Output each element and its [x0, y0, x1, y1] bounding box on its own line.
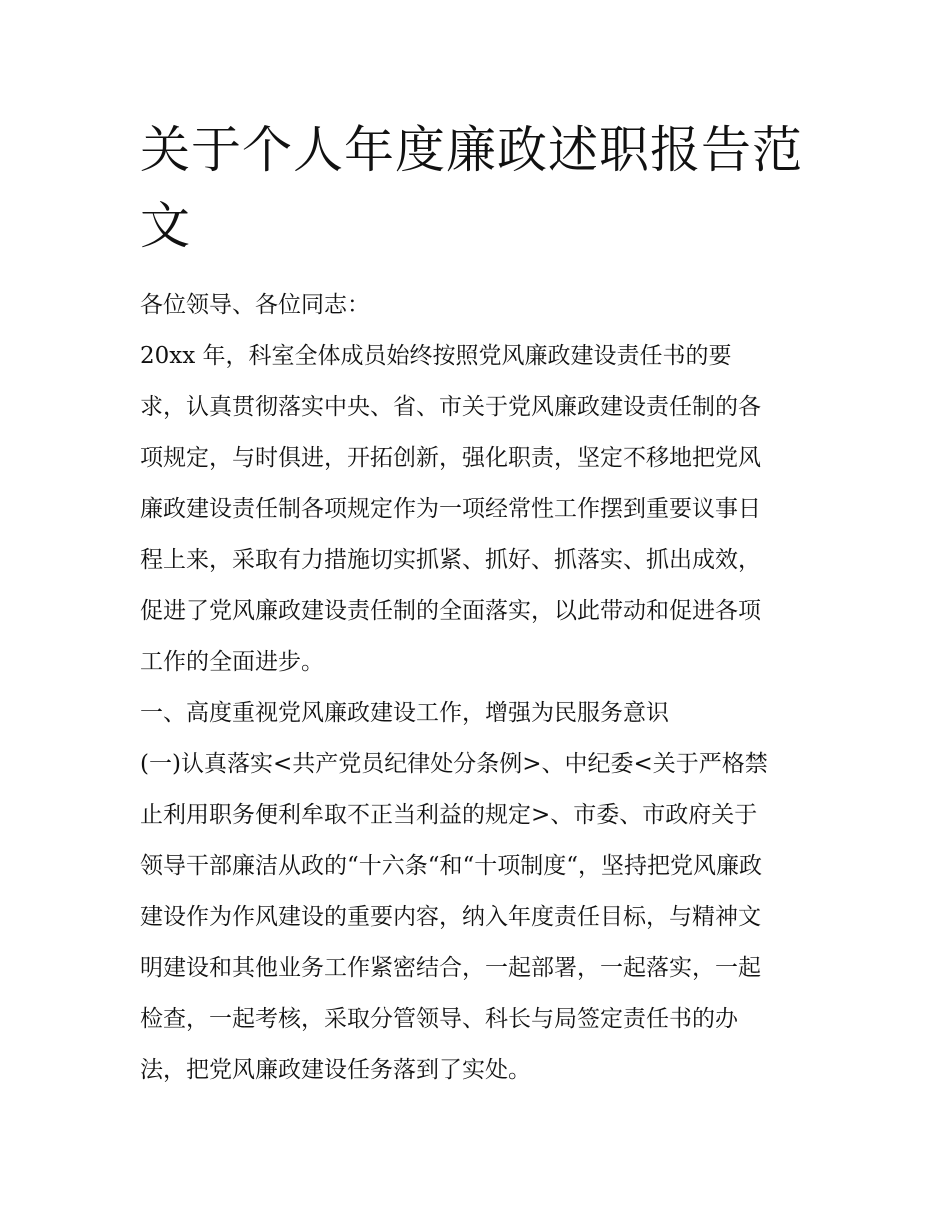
title-line-2: 文	[140, 197, 191, 255]
salutation: 各位领导、各位同志：	[140, 292, 370, 318]
section-heading: 一、高度重视党风廉政建设工作，增强为民服务意识	[140, 700, 669, 726]
paragraph-line: (一)认真落实<共产党员纪律处分条例>、中纪委<关于严格禁	[140, 751, 768, 777]
document-title	[140, 112, 820, 264]
paragraph-line: 领导干部廉洁从政的“十六条“和“十项制度“，坚持把党风廉政	[140, 853, 763, 879]
title-line-1: 关于个人年度廉政述职报告范	[140, 121, 803, 179]
paragraph-line: 项规定，与时俱进，开拓创新，强化职责，坚定不移地把党风	[140, 445, 761, 471]
paragraph-line: 20xx 年，科室全体成员始终按照党风廉政建设责任书的要	[140, 343, 732, 369]
paragraph-line: 建设作为作风建设的重要内容，纳入年度责任目标，与精神文	[140, 904, 761, 930]
paragraph-line: 止利用职务便利牟取不正当利益的规定>、市委、市政府关于	[140, 802, 758, 828]
paragraph-line: 工作的全面进步。	[140, 649, 324, 675]
paragraph-line: 检查，一起考核，采取分管领导、科长与局签定责任书的办	[140, 1006, 738, 1032]
paragraph-line: 促进了党风廉政建设责任制的全面落实，以此带动和促进各项	[140, 598, 761, 624]
paragraph-line: 明建设和其他业务工作紧密结合，一起部署，一起落实，一起	[140, 955, 761, 981]
paragraph-line: 廉政建设责任制各项规定作为一项经常性工作摆到重要议事日	[140, 496, 761, 522]
paragraph-line: 求，认真贯彻落实中央、省、市关于党风廉政建设责任制的各	[140, 394, 761, 420]
paragraph-line: 法，把党风廉政建设任务落到了实处。	[140, 1057, 531, 1083]
paragraph-line: 程上来，采取有力措施切实抓紧、抓好、抓落实、抓出成效，	[140, 547, 761, 573]
document-body	[140, 280, 820, 1096]
